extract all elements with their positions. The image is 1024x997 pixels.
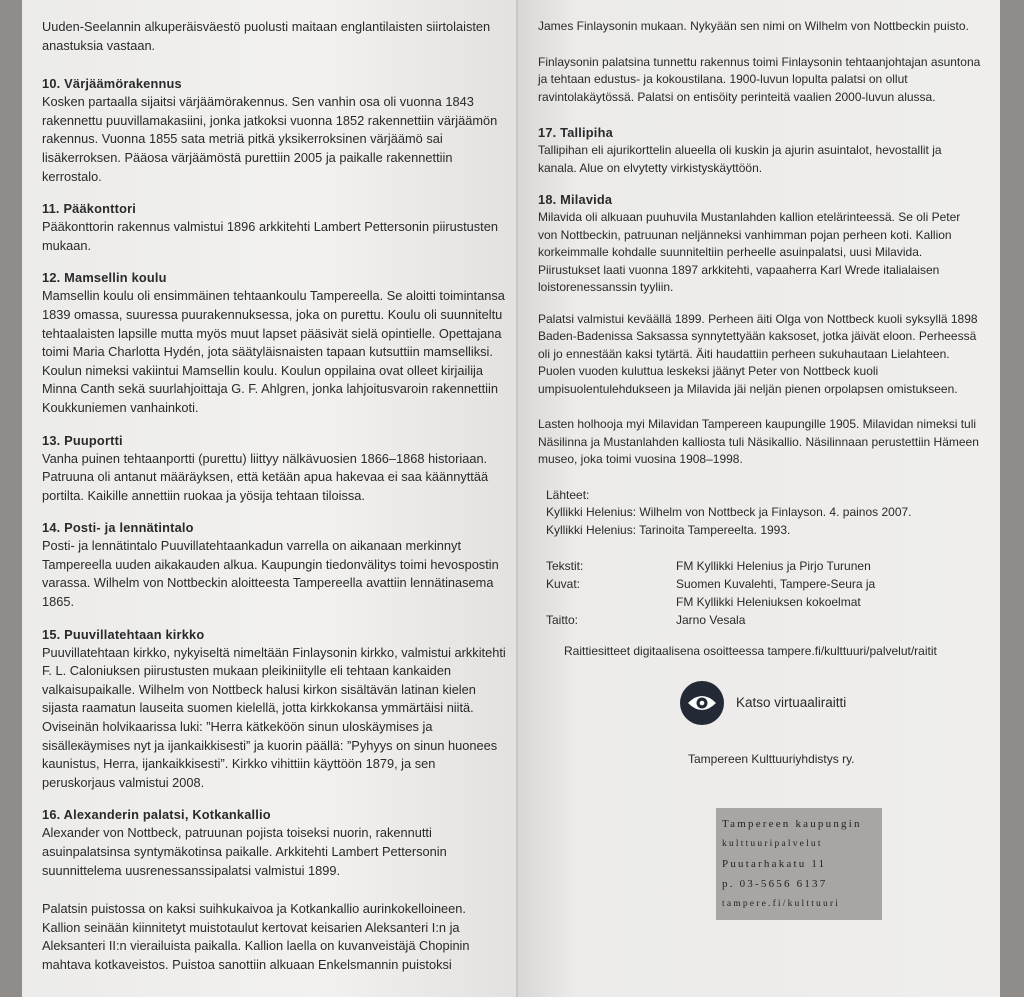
sources-label: Lähteet: <box>546 487 590 502</box>
section-title: 16. Alexanderin palatsi, Kotkankallio <box>42 807 271 823</box>
section-body: Milavida oli alkuaan puuhuvila Mustanlahden kallion etelärinteessä. Se oli Peter von Nottbeckin, patruunan neljänneksi vanhimman pojan perheen koti. Kallion korkeimmalle kohdalle suunniteltiin perheelle asuinpalatsi, uusi Milavida. Piirustukset laati vuonna 1897 arkkitehti, vapaaherra Karl Wrede italialaisen loistorenessanssin tyyliin. <box>538 210 961 294</box>
section-body: Kosken partaalla sijaitsi värjäämörakennus. Sen vanhin osa oli vuonna 1843 rakennettu puuvillamakasiini, jonka jatkoksi vuonna 1852 rakennettiin värjäämön rakennus. Vuonna 1855 sata metriä pitkä yksikerroksinen värjäämö sai lisäkerroksen. Pääosa värjäämöstä purettiin 2005 ja paikalle rakennettiin kerrostalo. <box>42 94 498 184</box>
section-body: Mamsellin koulu oli ensimmäinen tehtaankoulu Tampereella. Se aloitti toimintansa 1839 omassa, suuressa puurakennuksessa, joka on purettu. Koulu oli suunniteltu tehtaalaisten lapsille mutta myös muut lapset pääsivät sielä opintielle. Opettajana toimi Maria Charlotta Hydén, jota säätyläisnaisten tapaan kutsuttiin mamselliksi. Koulun nimeksi vakiintui Mamsellin koulu. Koulun oppilaina ovat olleet kirjailija Minna Canth sekä suurlahjoittaja G. F. Ahlgren, jonka lahjoitusvaroin rakennettiin Koukkuniemen vanhainkoti. <box>42 288 505 415</box>
section-body: Pääkonttorin rakennus valmistui 1896 arkkitehti Lambert Pettersonin piirustusten mukaan. <box>42 219 498 253</box>
credits-images-value-2: FM Kyllikki Heleniuksen kokoelmat <box>676 595 861 609</box>
virtual-trail-link[interactable] <box>680 681 982 725</box>
stamp-line: Puutarhakatu 11 <box>722 858 827 870</box>
credits-text-label: Tekstit: <box>546 559 584 573</box>
section-15 <box>42 626 506 793</box>
credits-spacer <box>546 593 676 611</box>
right-page <box>518 0 1000 997</box>
stamp-line: p. 03-5656 6137 <box>722 878 828 890</box>
section-16 <box>42 806 506 880</box>
right-intro: James Finlaysonin mukaan. Nykyään sen nimi on Wilhelm von Nottbeckin puisto. <box>538 19 969 33</box>
source-item: Kyllikki Helenius: Wilhelm von Nottbeck ja Finlayson. 4. painos 2007. <box>546 505 912 519</box>
section-body: Puuvillatehtaan kirkko, nykyiseltä nimeltään Finlaysonin kirkko, valmistui arkkitehti F. L. Caloniuksen piirustusten mukaan pleikiniitylle eli tehtaan kankaiden valkaisupaikalle. Wilhelm von Nottbeck halusi kirkon sisältävän latinan kielen sijasta raamatun lauseita suomen kielellä, jotta kirkkokansa ymmärtäisi niitä. Oviseinän holvikaarissa luki: ”Herra kätkeköön sinun uloskäymises ja sisälleкäymises nyt ja ijankaikkisesti” ja kuorin päällä: ”Pyhyys on sinun huonees kaunistus, Herra, ijankaikkisesti”. Kirkko vihittiin käyttöön 1879, ja sen peruskorjaus valmistui 2008. <box>42 644 506 790</box>
section-body: Vanha puinen tehtaanportti (purettu) liittyy nälkävuosien 1866–1868 historiaan. Patruuna oli antanut määräyksen, että ketään apua hakevaa ei saa käännyttää portilta. Kaikille annettiin ruokaa ja yösija tehtaan tiloissa. <box>42 450 489 503</box>
contact-stamp <box>716 808 882 920</box>
left-page <box>22 0 518 997</box>
virtual-trail-label: Katso virtuaaliraitti <box>736 695 847 710</box>
credits-images-value: Suomen Kuvalehti, Tampere-Seura ja <box>676 577 876 591</box>
section-title: 15. Puuvillatehtaan kirkko <box>42 626 205 642</box>
section-title: 14. Posti- ja lennätintalo <box>42 520 194 536</box>
milavida-paragraph-2: Palatsi valmistui keväällä 1899. Perheen äiti Olga von Nottbeck kuoli syksyllä 1898 Baden-Badenissa Saksassa synnytettyään kaksoset, jotka jäivät eloon. Perheessä oli jo ennestään kaksi tytärtä. Äiti haudattiin perheen sukuhautaan Lielahteen. Puolen vuoden kuluttua leskeksi jäänyt Peter von Nottbeck kuoli umpisuolentulehdukseen ja Milavida jäi neljän pienen orpolapsen omistukseen. <box>538 311 978 396</box>
eye-icon <box>680 681 724 725</box>
source-item: Kyllikki Helenius: Tarinoita Tampereelta. 1993. <box>546 522 791 537</box>
milavida-paragraph-3: Lasten holhooja myi Milavidan Tampereen kaupungille 1905. Milavidan nimeksi tuli Näsilinna ja Mustanlahden kalliosta tuli Näsikallio. Näsilinnaan perustettiin Hämeen museo, joka toimi vuosina 1908–1998. <box>538 417 979 466</box>
section-title: 13. Puuportti <box>42 432 123 448</box>
section-11 <box>42 200 506 255</box>
section-13 <box>42 432 506 506</box>
section-14 <box>42 519 506 611</box>
right-intro-2: Finlaysonin palatsina tunnettu rakennus toimi Finlaysonin tehtaanjohtajan asuntona ja tehtaan edustus- ja kokoustilana. 1900-luvun lopulta palatsi on ollut ravintolakäytössä. Palatsi on entisöity perinteitä vaalien 2000-luvun alussa. <box>538 54 981 104</box>
credits-images-label: Kuvat: <box>546 577 581 591</box>
section-body: Tallipihan eli ajurikorttelin alueella oli kuskin ja ajurin asuintalot, hevostallit ja kanala. Alue on elvytetty virkistyskäyttöön. <box>538 143 942 175</box>
sources-block <box>546 487 982 540</box>
credits-block <box>546 557 982 629</box>
section-body: Posti- ja lennätintalo Puuvillatehtaankadun varrella on aikanaan merkinnyt Tampereella uuden aikakauden alkua. Kaupungin tiedonvälitys toimi hevospostin varassa. Wilhelm von Nottbeckin aloitteesta Tampereella avattiin lennätinasema 1865. <box>42 538 499 610</box>
stamp-line: kulttuuripalvelut <box>722 839 823 849</box>
section-title: 10. Värjäämörakennus <box>42 76 182 92</box>
credits-text-value: FM Kyllikki Helenius ja Pirjo Turunen <box>676 559 871 573</box>
credits-layout-label: Taitto: <box>546 613 579 627</box>
section-title: 12. Mamsellin koulu <box>42 270 167 286</box>
section-17 <box>538 124 982 177</box>
section-title: 11. Pääkonttori <box>42 201 137 217</box>
left-outro: Palatsin puistossa on kaksi suihkukaivoa ja Kotkankallio aurinkokelloineen. Kallion seinään kiinnitetyt muistotaulut kertovat keisarien Aleksanteri I:n ja Aleksanteri II:n vierailuista paikalla. Kallion laella on kuvanveistäjä Chopinin mahtava kotkaveistos. Puistoa sanottiin alkuaan Enkelsmannin puistoksi <box>42 901 470 972</box>
section-title: 17. Tallipiha <box>538 125 613 140</box>
digital-url-text: Raittiesitteet digitaalisena osoitteessa tampere.fi/kulttuuri/palvelut/raitit <box>564 644 937 658</box>
section-body: Alexander von Nottbeck, patruunan pojista toiseksi nuorin, rakennutti asuinpalatsinsa syntymäkotinsa paikalle. Arkkitehti Lambert Pettersonin suunnittelema uusrenessanssipalatsi valmistui 1899. <box>42 825 447 878</box>
section-10 <box>42 75 506 186</box>
stamp-line: tampere.fi/kulttuuri <box>722 899 841 909</box>
section-18 <box>538 191 982 297</box>
stamp-line: Tampereen kaupungin <box>722 818 862 830</box>
section-12 <box>42 269 506 417</box>
society-name: Tampereen Kulttuuriyhdistys ry. <box>688 751 855 766</box>
section-title: 18. Milavida <box>538 192 613 207</box>
left-intro: Uuden-Seelannin alkuperäisväestö puolusti maitaan englantilaisten siirtolaisten anastuksia vastaan. <box>42 19 491 53</box>
credits-layout-value: Jarno Vesala <box>676 613 746 627</box>
